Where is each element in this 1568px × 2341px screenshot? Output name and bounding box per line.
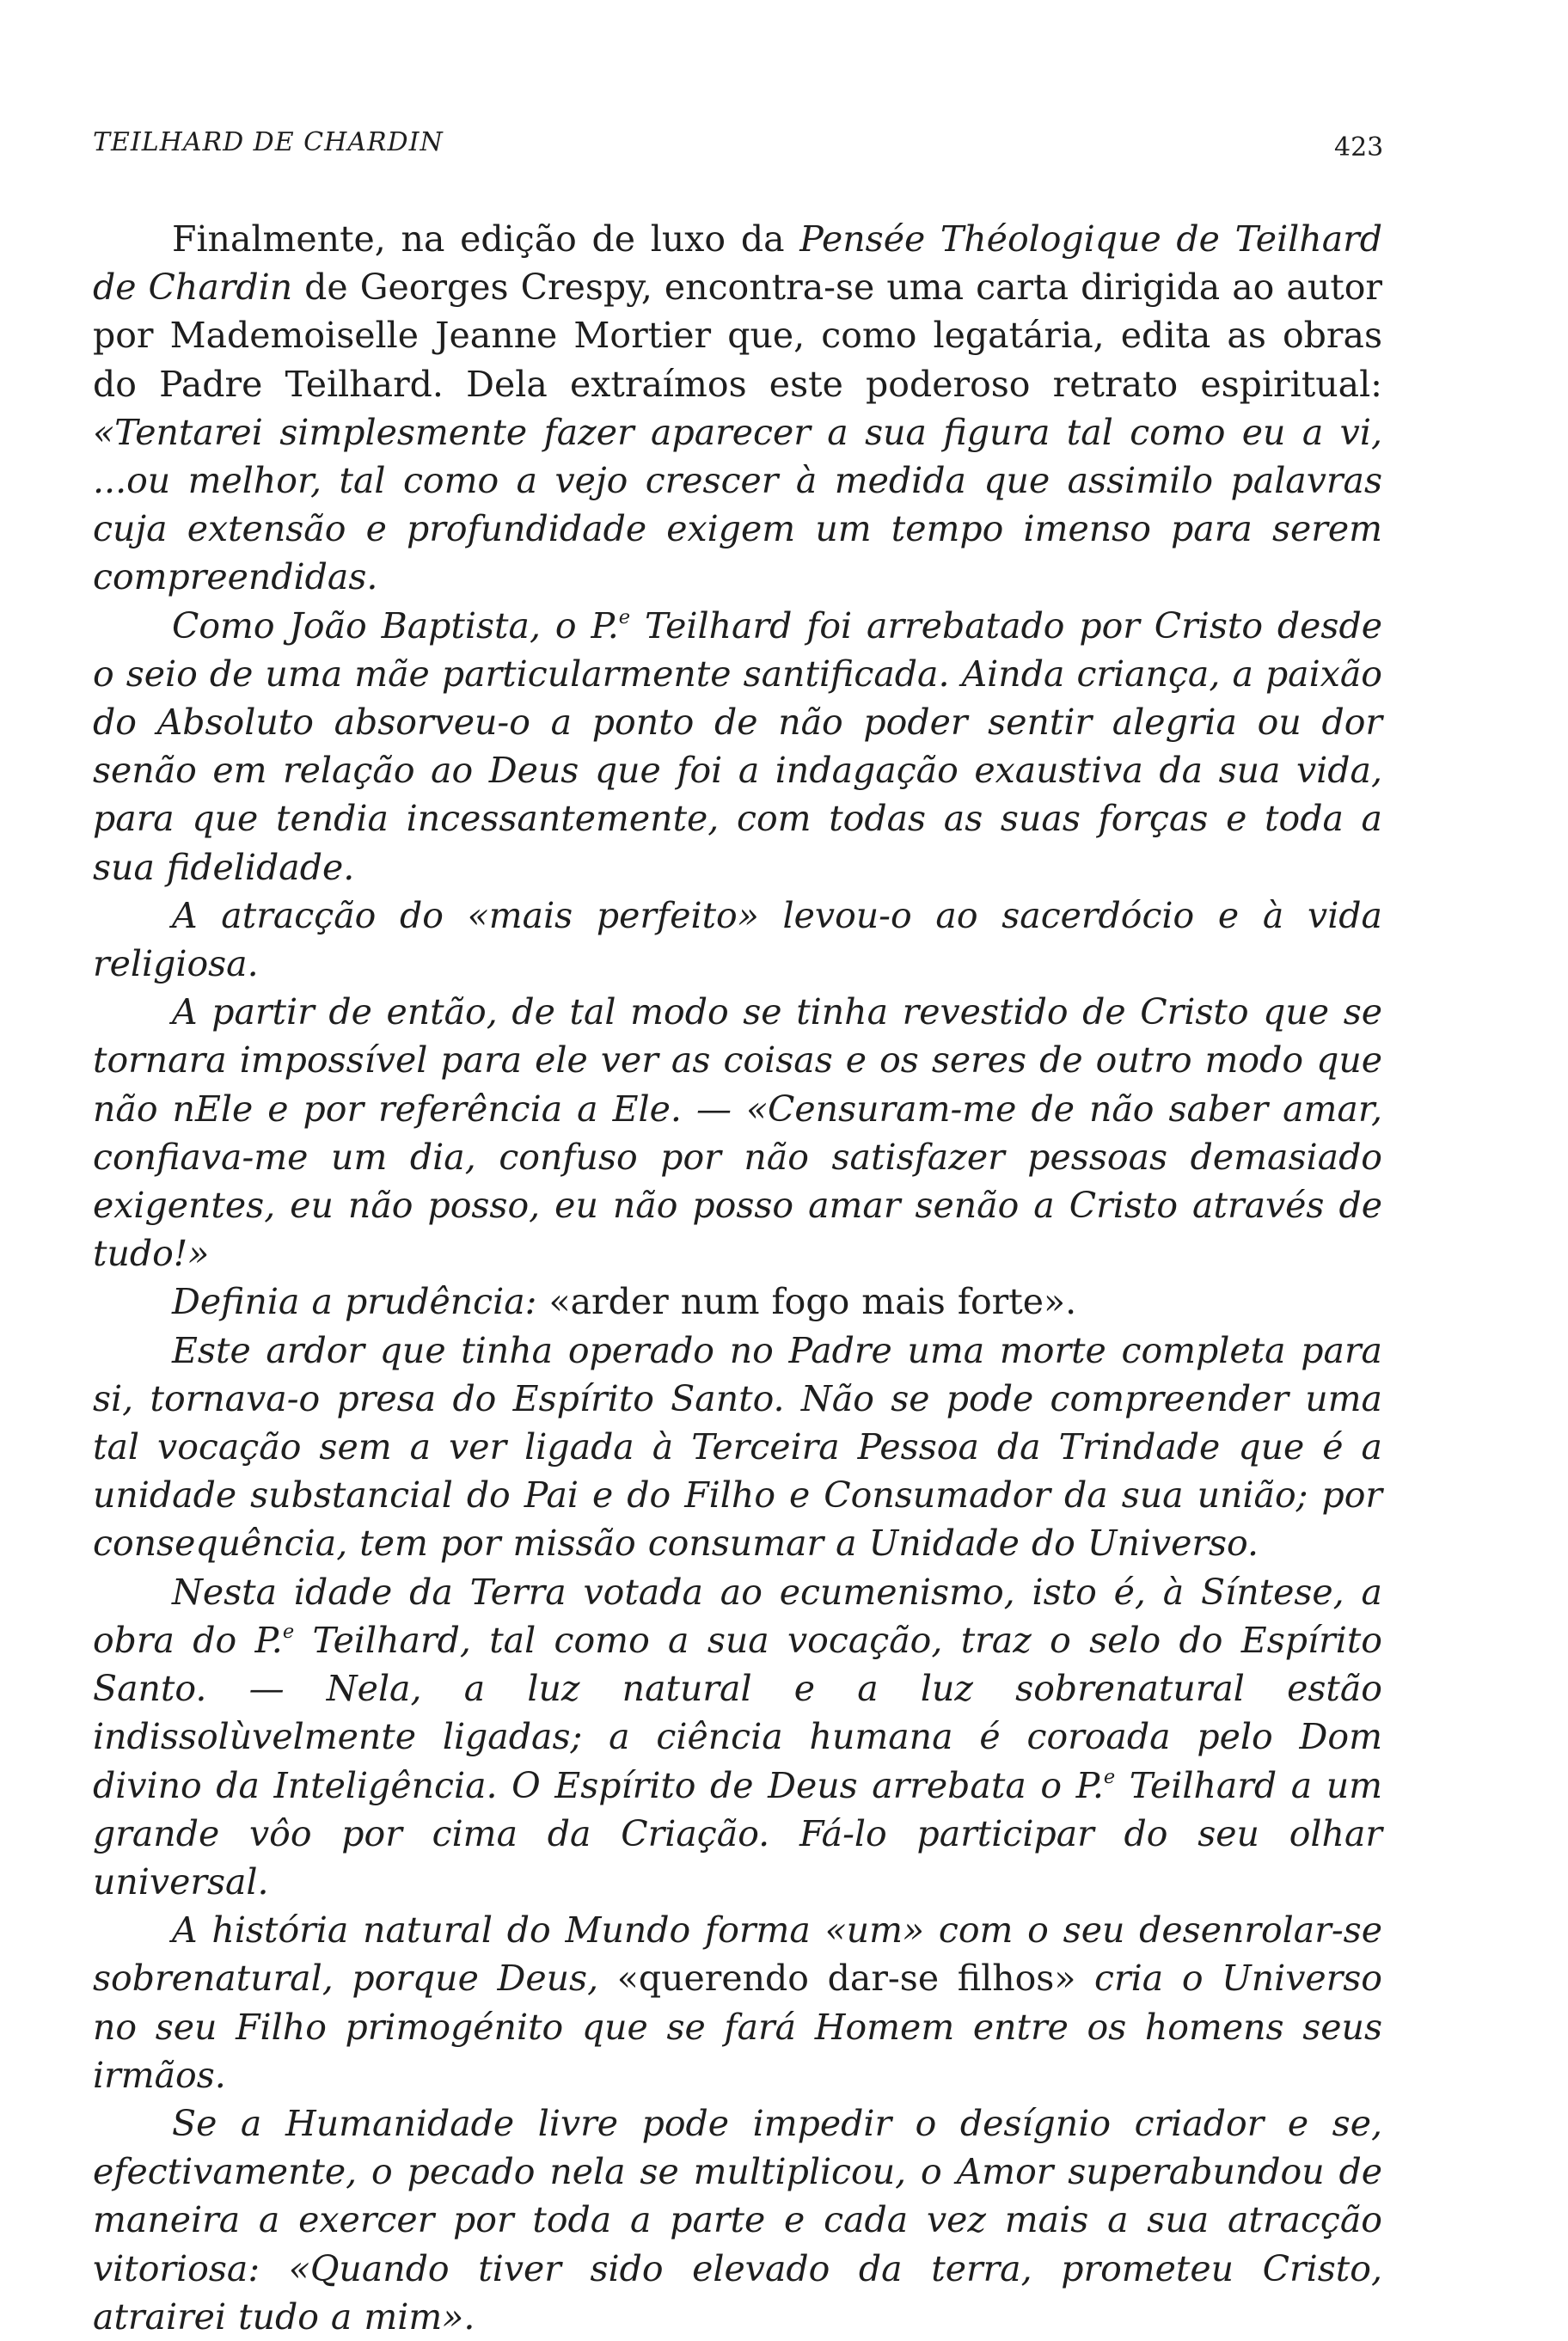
- paragraph: [93, 1278, 1382, 1326]
- paragraph: [93, 1327, 1382, 1568]
- italic-text: Pensée Théologique de Teilhard de Chardin: [93, 218, 1382, 309]
- italic-text: Teilhard, tal como a sua vocação, traz o selo do Espírito Santo. — Nela, a luz natural e a luz sobrenatural estão indissolùvelmente ligadas; a ciência humana é coroada pelo Dom divino da Inteligência. O Espírito de Deus arrebata o P.: [93, 1619, 1382, 1806]
- italic-text: «Tentarei simplesmente fazer aparecer a sua figura tal como eu a vi, ...ou melhor, tal como a vejo crescer à medida que assimilo palavras cuja extensão e profundidade exigem um tempo imenso para serem compreendidas.: [93, 411, 1382, 598]
- paragraph: [93, 602, 1382, 892]
- paragraph: [93, 892, 1382, 988]
- roman-text: «arder num fogo mais forte».: [548, 1281, 1077, 1323]
- roman-text: de Georges Crespy, encontra-se uma carta dirigida ao autor por Mademoiselle Jeanne Mortier que, como legatária, edita as obras do Padre Teilhard. Dela extraímos este poderoso retrato espiritual:: [93, 267, 1382, 405]
- paragraph: [93, 2099, 1382, 2341]
- italic-text: Nesta idade da Terra votada ao ecumenismo, isto é, à Síntese, a obra do P.: [93, 1571, 1382, 1661]
- italic-text: Teilhard a um grande vôo por cima da Criação. Fá-lo participar do seu olhar universal.: [93, 1764, 1382, 1903]
- italic-text: Como João Baptista, o P.: [172, 604, 619, 647]
- superscript-text: e: [282, 1620, 295, 1643]
- superscript-text: e: [618, 605, 631, 628]
- italic-text: cria o Universo no seu Filho primogénito que se fará Homem entre os homens seus irmãos.: [93, 1958, 1382, 2096]
- body-text: [93, 215, 1382, 2341]
- paragraph: [93, 988, 1382, 1278]
- italic-text: A atracção do «mais perfeito» levou-o ao sacerdócio e à vida religiosa.: [93, 894, 1382, 985]
- superscript-text: e: [1103, 1765, 1116, 1788]
- page-number: 423: [1334, 132, 1384, 162]
- italic-text: Teilhard foi arrebatado por Cristo desde o seio de uma mãe particularmente santificada. Ainda criança, a paixão do Absoluto absorveu-o a ponto de não poder sentir alegria ou dor senão em relação ao Deus que foi a indagação exaustiva da sua vida, para que tendia incessantemente, com todas as suas forças e toda a sua fidelidade.: [93, 604, 1382, 888]
- italic-text: Este ardor que tinha operado no Padre uma morte completa para si, tornava-o presa do Espírito Santo. Não se pode compreender uma tal vocação sem a ver ligada à Terceira Pessoa da Trindade que é a unidade substancial do Pai e do Filho e Consumador da sua união; por consequência, tem por missão consumar a Unidade do Universo.: [93, 1329, 1382, 1565]
- italic-text: Definia a prudência:: [172, 1281, 549, 1323]
- italic-text: Se a Humanidade livre pode impedir o desígnio criador e se, efectivamente, o pecado nela se multiplicou, o Amor superabundou de maneira a exercer por toda a parte e cada vez mais a sua atracção vitoriosa: «Quando tiver sido elevado da terra, prometeu Cristo, atrairei tudo a mim».: [93, 2102, 1382, 2338]
- paragraph: [93, 1906, 1382, 2099]
- running-head: TEILHARD DE CHARDIN: [93, 127, 444, 157]
- roman-text: Finalmente, na edição de luxo da: [172, 218, 800, 260]
- paragraph: [93, 215, 1382, 602]
- italic-text: A história natural do Mundo forma «um» com o seu desenrolar-se sobrenatural, porque Deus,: [93, 1909, 1382, 2000]
- italic-text: A partir de então, de tal modo se tinha revestido de Cristo que se tornara impossível para ele ver as coisas e os seres de outro modo que não nEle e por referência a Ele. — «Censuram-me de não saber amar, confiava-me um dia, confuso por não satisfazer pessoas demasiado exigentes, eu não posso, eu não posso amar senão a Cristo através de tudo!»: [93, 991, 1382, 1275]
- paragraph: [93, 1568, 1382, 1906]
- roman-text: «querendo dar-se filhos»: [616, 1958, 1076, 2000]
